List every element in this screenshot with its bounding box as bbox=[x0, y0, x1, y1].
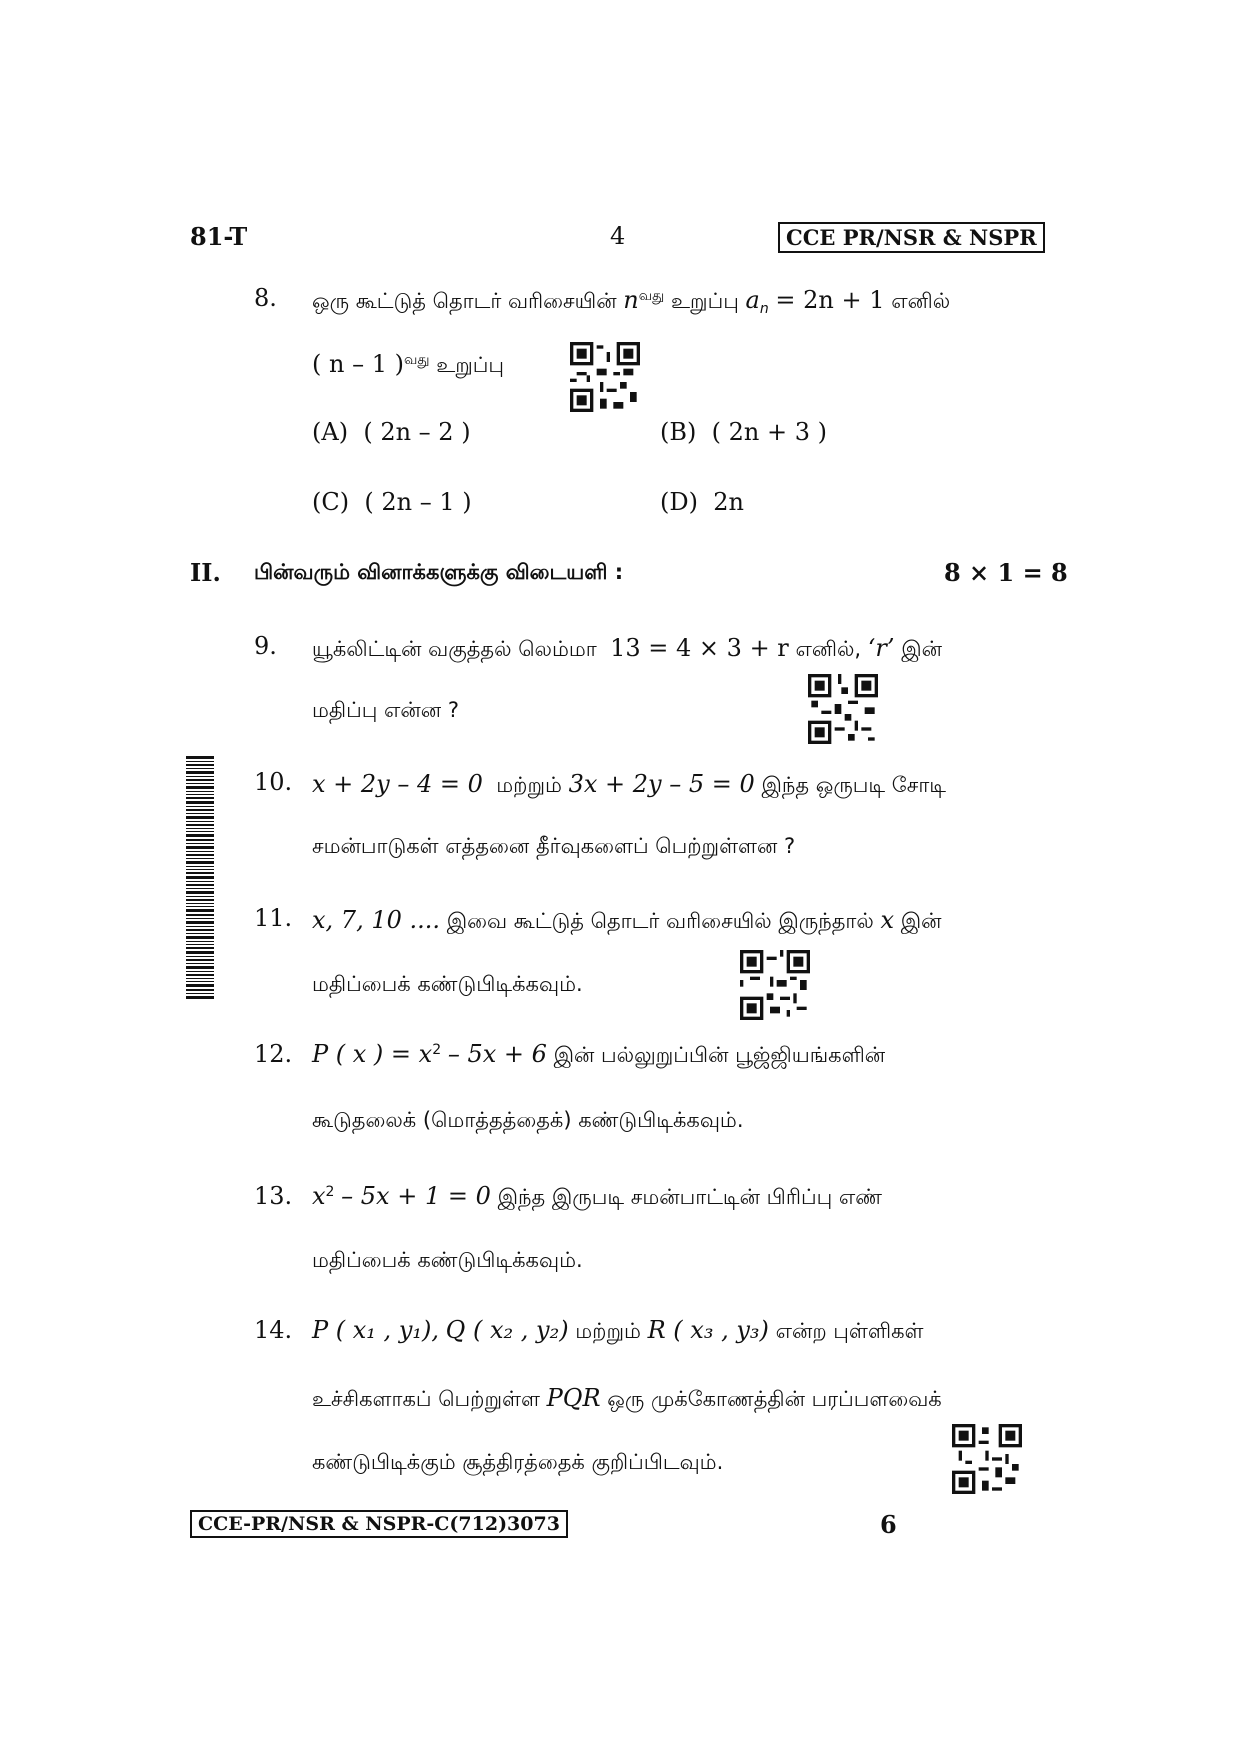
qr-code-q8 bbox=[570, 342, 640, 412]
q14-line1: P ( x₁ , y₁), Q ( x₂ , y₂) மற்றும் R ( x₃ , y₃) என்ற புள்ளிகள் bbox=[312, 1316, 924, 1344]
q13-line2: மதிப்பைக் கண்டுபிடிக்கவும். bbox=[312, 1248, 583, 1272]
q8-line2: ( n – 1 )$^{வது}$ உறுப்பு bbox=[312, 350, 505, 378]
section-marks: 8 × 1 = 8 bbox=[944, 558, 1068, 587]
q11-number: 11. bbox=[254, 904, 293, 932]
q9-line2: மதிப்பு என்ன ? bbox=[312, 698, 459, 722]
q9-line1: யூக்லிட்டின் வகுத்தல் லெம்மா 13 = 4 × 3 + r எனில், ‘r’ இன் bbox=[312, 634, 942, 662]
side-barcode bbox=[186, 756, 214, 1000]
q11-line1: x, 7, 10 .... இவை கூட்டுத் தொடர் வரிசையில் இருந்தால் x இன் bbox=[312, 906, 942, 934]
q12-line2: கூடுதலைக் (மொத்தத்தைக்) கண்டுபிடிக்கவும். bbox=[312, 1108, 744, 1132]
qr-code-q14 bbox=[952, 1424, 1022, 1494]
section-roman: II. bbox=[190, 558, 221, 587]
section-instruction: பின்வரும் வினாக்களுக்கு விடையளி : bbox=[254, 560, 624, 584]
footer-number: 6 bbox=[880, 1510, 897, 1539]
q8-option-d[interactable]: (D) 2n bbox=[660, 488, 744, 516]
q8-option-b[interactable]: (B) ( 2n + 3 ) bbox=[660, 418, 827, 446]
q8-option-a[interactable]: (A) ( 2n – 2 ) bbox=[312, 418, 471, 446]
q11-line2: மதிப்பைக் கண்டுபிடிக்கவும். bbox=[312, 972, 583, 996]
q12-line1: P ( x ) = $x^2 - 5x + 6$ இன் பல்லுறுப்பின் பூஜ்ஜியங்களின் bbox=[312, 1040, 886, 1068]
paper-code: 81-T bbox=[190, 222, 248, 251]
q14-line2: உச்சிகளாகப் பெற்றுள்ள PQR ஒரு முக்கோணத்தின் பரப்பளவைக் bbox=[312, 1384, 942, 1412]
q10-line1: x + 2y – 4 = 0 மற்றும் 3x + 2y – 5 = 0 இந்த ஒருபடி சோடி bbox=[312, 770, 947, 798]
q12-number: 12. bbox=[254, 1040, 293, 1068]
series-code-box: CCE PR/NSR & NSPR bbox=[778, 222, 1045, 253]
qr-code-q11 bbox=[740, 950, 810, 1020]
q13-line1: $x^2 - 5x + 1 = 0$ இந்த இருபடி சமன்பாட்டின் பிரிப்பு எண் bbox=[312, 1182, 882, 1210]
q10-number: 10. bbox=[254, 768, 293, 796]
q9-number: 9. bbox=[254, 632, 277, 660]
q8-number: 8. bbox=[254, 284, 277, 312]
qr-code-q9 bbox=[808, 674, 878, 744]
q8-option-c[interactable]: (C) ( 2n – 1 ) bbox=[312, 488, 472, 516]
page-number: 4 bbox=[610, 222, 626, 250]
q13-number: 13. bbox=[254, 1182, 293, 1210]
q10-line2: சமன்பாடுகள் எத்தனை தீர்வுகளைப் பெற்றுள்ளன ? bbox=[312, 834, 796, 858]
q8-line1: ஒரு கூட்டுத் தொடர் வரிசையின் $n^{வது}$ உறுப்பு $a_n = 2n + 1$ எனில் bbox=[312, 286, 951, 318]
q14-line3: கண்டுபிடிக்கும் சூத்திரத்தைக் குறிப்பிடவும். bbox=[312, 1450, 724, 1474]
q14-number: 14. bbox=[254, 1316, 293, 1344]
footer-code-box: CCE-PR/NSR & NSPR-C(712)3073 bbox=[190, 1510, 568, 1538]
